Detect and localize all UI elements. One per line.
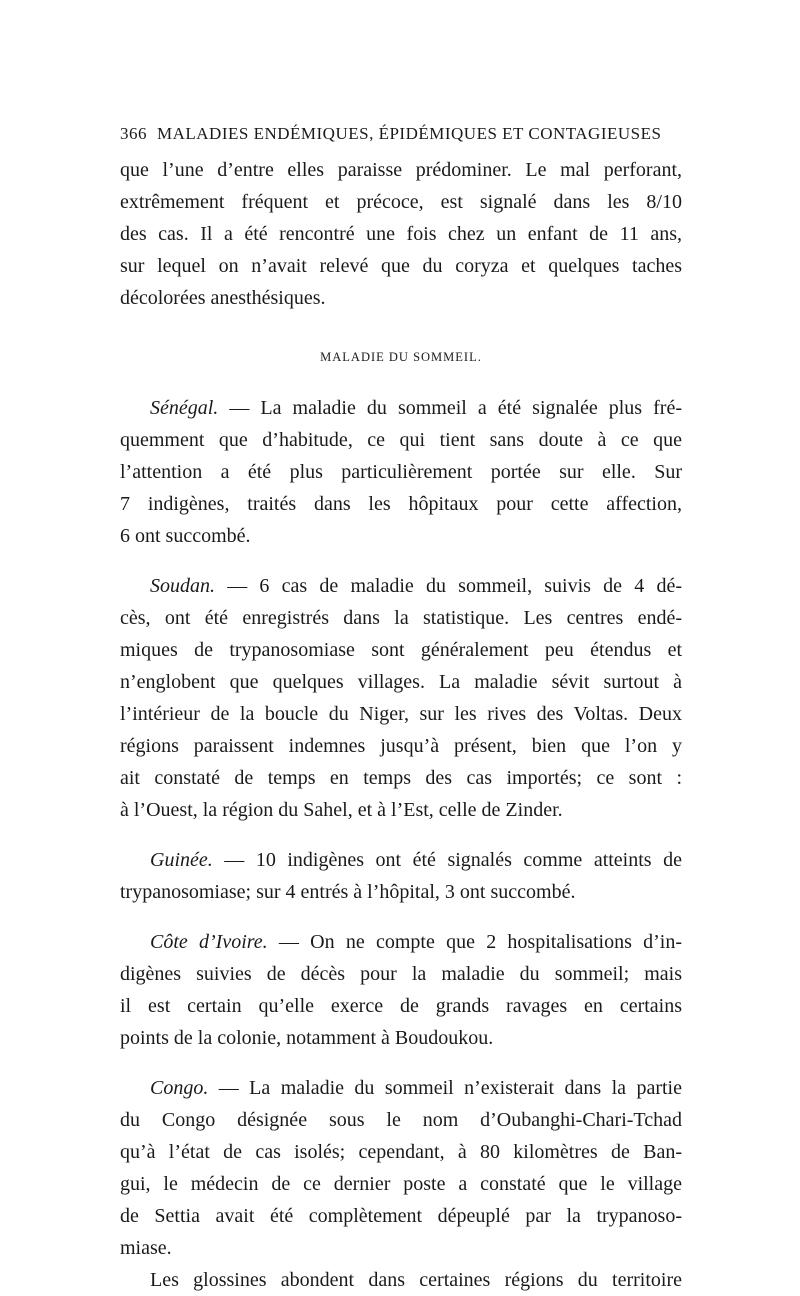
text-line: qu’à l’état de cas isolés; cependant, à 80 kilomètres de Ban- [120, 1141, 682, 1163]
text-line [120, 392, 682, 424]
paragraph-cote-ivoire [120, 926, 682, 1054]
text-line: ait constaté de temps en temps des cas importés; ce sont : [120, 767, 682, 789]
running-header [120, 118, 682, 150]
text-line: du Congo désignée sous le nom d’Oubanghi-Chari-Tchad [120, 1109, 682, 1131]
text-line: extrêmement fréquent et précoce, est signalé dans les 8/10 [120, 191, 682, 213]
place-name: Congo. [150, 1077, 209, 1099]
text-line: points de la colonie, notamment à Boudoukou. [120, 1027, 494, 1049]
text-line: miques de trypanosomiase sont généralement peu étendus et [120, 639, 682, 661]
text-line [120, 1072, 682, 1104]
text-line: décolorées anesthésiques. [120, 287, 326, 309]
line-text: — 6 cas de maladie du sommeil, suivis de 4 dé- [215, 575, 682, 597]
line-text: — La maladie du sommeil a été signalée plus fré- [218, 397, 682, 419]
text-line: miase. [120, 1237, 172, 1259]
text-line: digènes suivies de décès pour la maladie du sommeil; mais [120, 963, 682, 985]
text-line: Les glossines abondent dans certaines régions du territoire [150, 1269, 682, 1291]
text-line: l’intérieur de la boucle du Niger, sur les rives des Voltas. Deux [120, 703, 682, 725]
place-name: Soudan. [150, 575, 215, 597]
paragraph-senegal [120, 392, 682, 552]
paragraph-soudan [120, 570, 682, 826]
running-title: MALADIES ENDÉMIQUES, ÉPIDÉMIQUES ET CONTAGIEUSES [157, 124, 662, 143]
text-line: il est certain qu’elle exerce de grands ravages en certains [120, 995, 682, 1017]
text-line: quemment que d’habitude, ce qui tient sans doute à ce que [120, 429, 682, 451]
text-line: gui, le médecin de ce dernier poste a constaté que le village [120, 1173, 682, 1195]
paragraph-congo [120, 1072, 682, 1296]
text-line: de Settia avait été complètement dépeuplé par la trypanoso- [120, 1205, 682, 1227]
text-line [120, 844, 682, 876]
place-name: Sénégal. [150, 397, 219, 419]
text-line: que l’une d’entre elles paraisse prédominer. Le mal perforant, [120, 159, 682, 181]
text-line: des cas. Il a été rencontré une fois chez un enfant de 11 ans, [120, 223, 682, 245]
page-number: 366 [120, 124, 147, 143]
text-line: cès, ont été enregistrés dans la statistique. Les centres endé- [120, 607, 682, 629]
text-line: à l’Ouest, la région du Sahel, et à l’Est, celle de Zinder. [120, 799, 563, 821]
text-line [120, 570, 682, 602]
text-line: régions paraissent indemnes jusqu’à présent, bien que l’on y [120, 735, 682, 757]
paragraph-guinee [120, 844, 682, 908]
text-line: 7 indigènes, traités dans les hôpitaux pour cette affection, [120, 493, 682, 515]
line-text: — 10 indigènes ont été signalés comme atteints de [212, 849, 682, 871]
text-line: n’englobent que quelques villages. La maladie sévit surtout à [120, 671, 682, 693]
place-name: Côte d’Ivoire. [150, 931, 268, 953]
line-text: — La maladie du sommeil n’existerait dans la partie [208, 1077, 682, 1099]
intro-paragraph [120, 154, 682, 314]
place-name: Guinée. [150, 849, 213, 871]
line-text: — On ne compte que 2 hospitalisations d’in- [267, 931, 682, 953]
text-line: sur lequel on n’avait relevé que du coryza et quelques taches [120, 255, 682, 277]
text-line [120, 926, 682, 958]
text-line: l’attention a été plus particulièrement portée sur elle. Sur [120, 461, 682, 483]
book-page [120, 118, 682, 1296]
section-title: MALADIE DU SOMMEIL. [320, 350, 482, 364]
text-line: trypanosomiase; sur 4 entrés à l’hôpital, 3 ont succombé. [120, 881, 576, 903]
text-line: 6 ont succombé. [120, 525, 251, 547]
